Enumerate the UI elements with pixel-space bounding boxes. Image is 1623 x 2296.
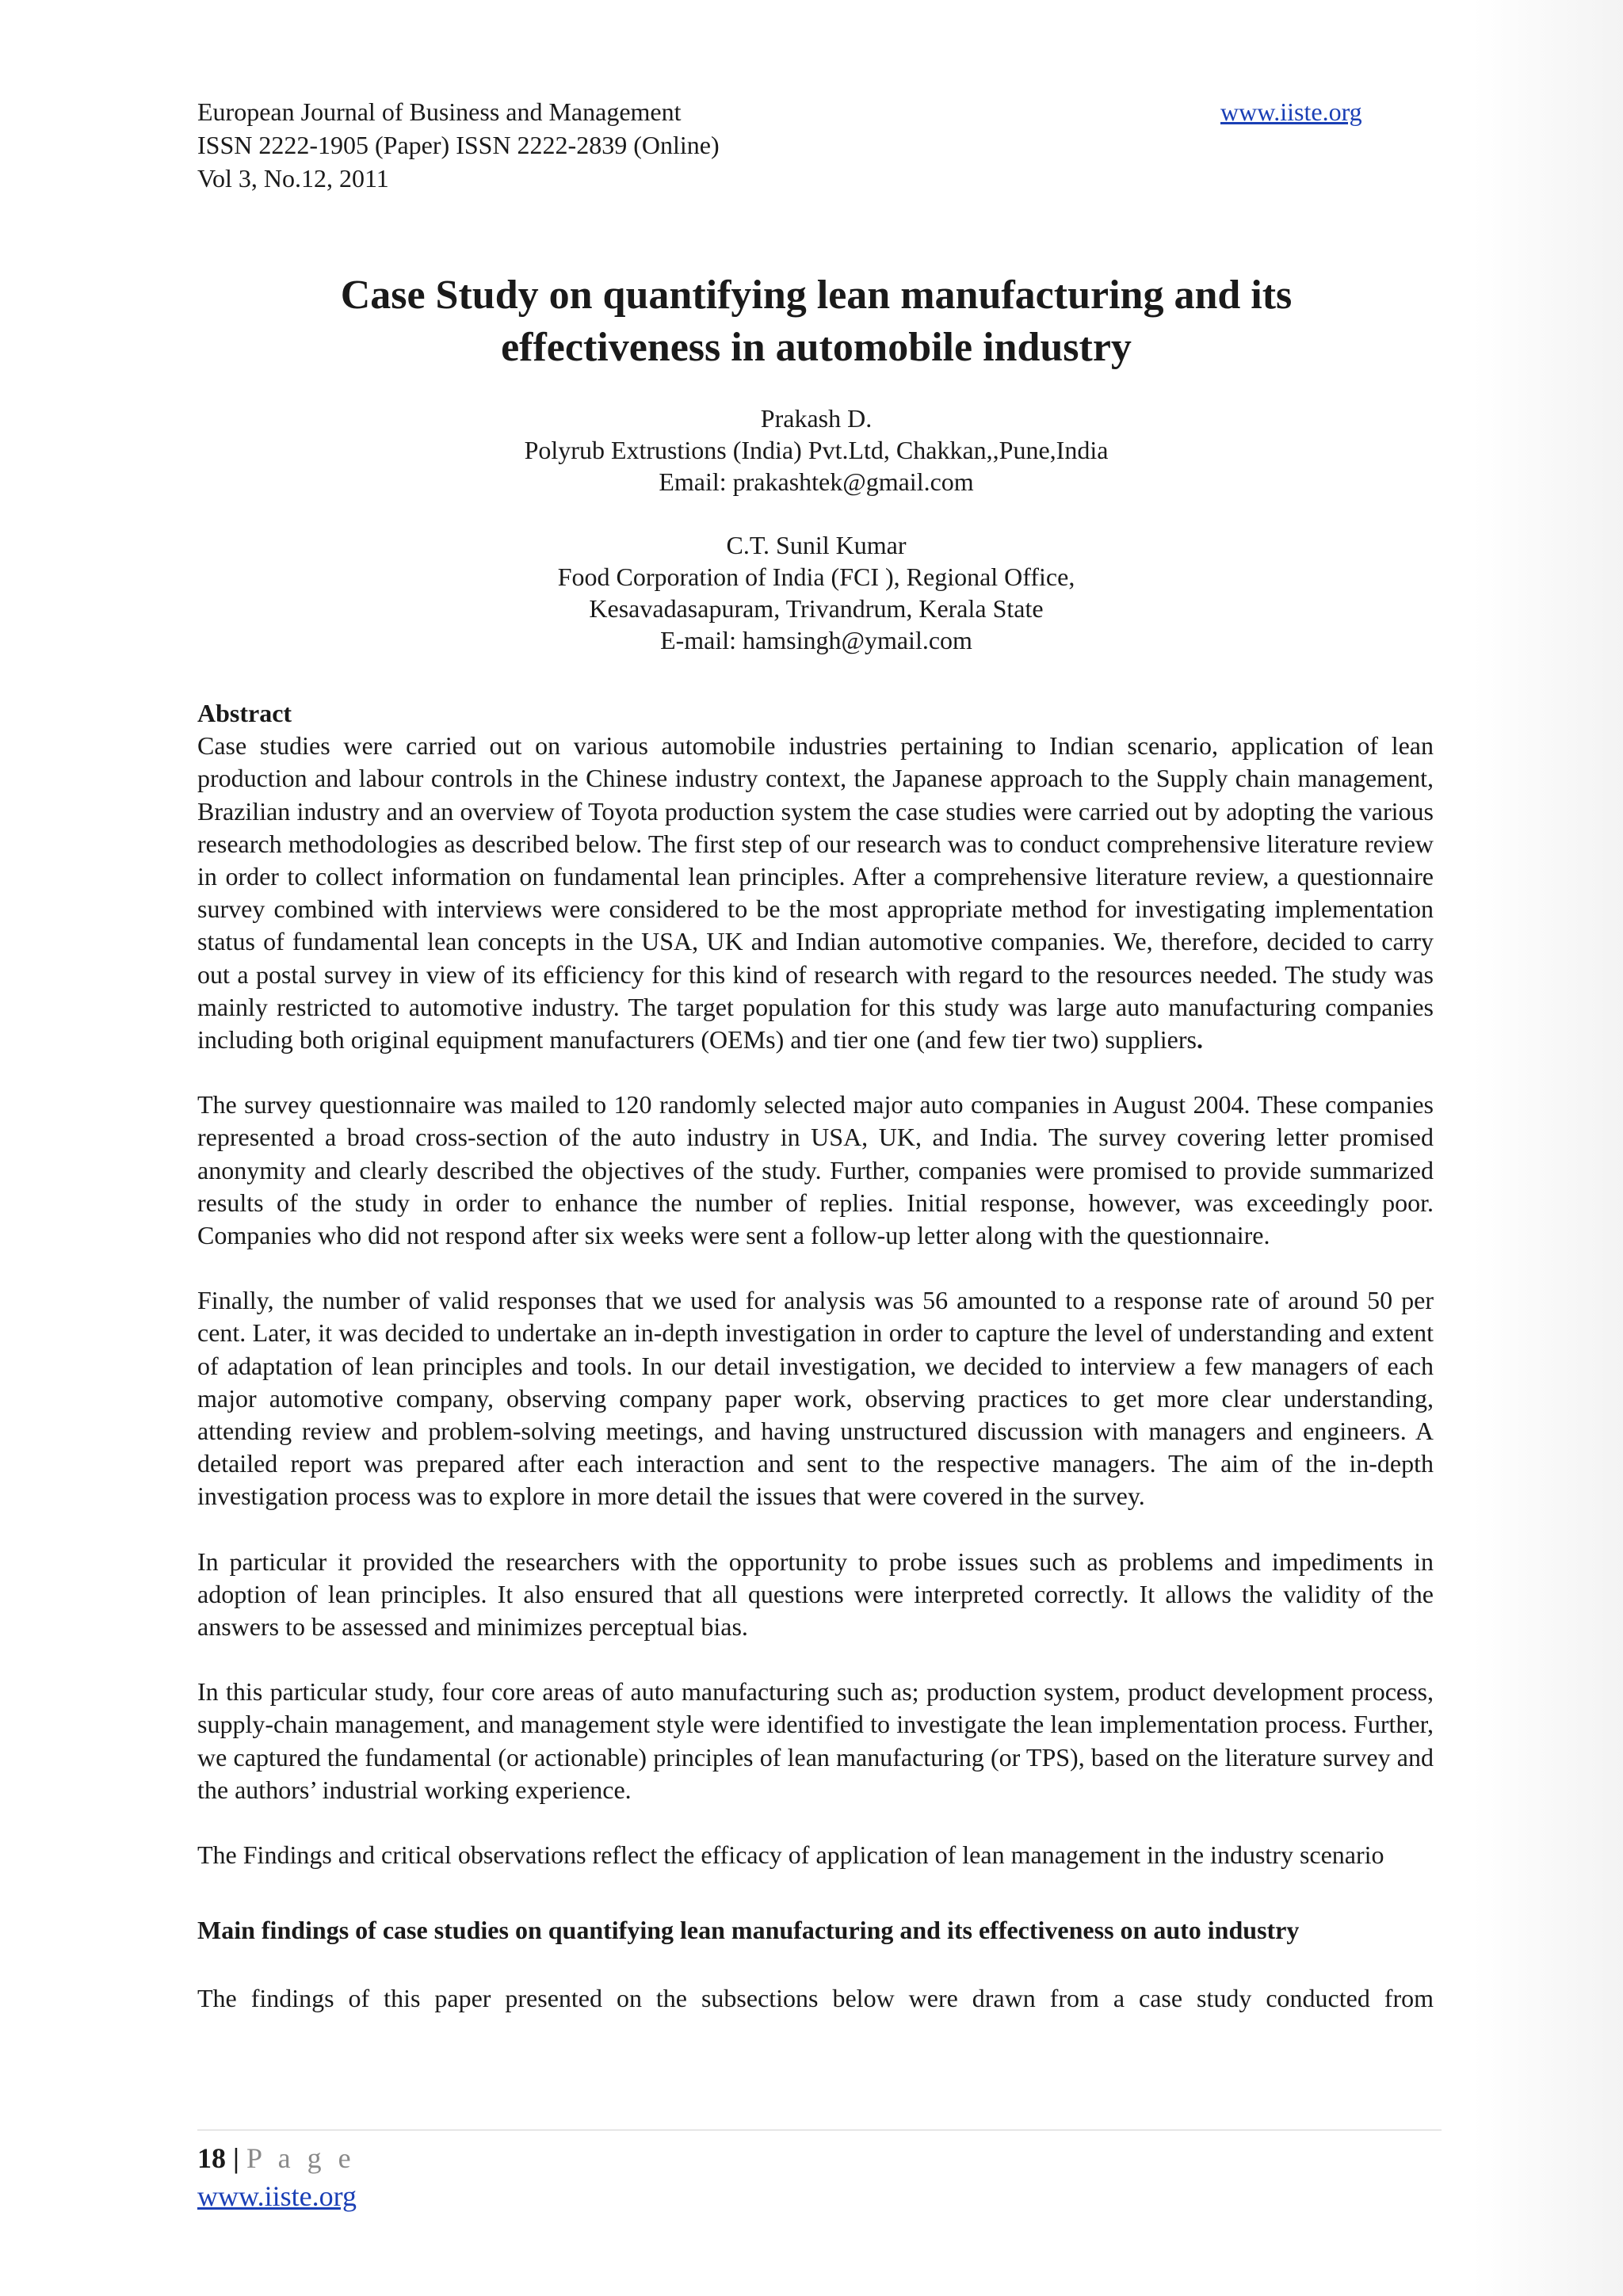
author-block	[198, 402, 1434, 656]
abstract-paragraph-1-text: Case studies were carried out on various automobile industries pertaining to Indian scenario, application of lean production and labour controls in the Chinese industry context, the Japanese approach to the Supply chain management, Brazilian industry and an overview of Toyota production system the case studies were carried out by adopting the various research methodologies as described below. The first step of our research was to conduct comprehensive literature review in order to collect information on fundamental lean principles. After a comprehensive literature review, a questionnaire survey combined with interviews were considered to be the most appropriate method for investigating implementation status of fundamental lean concepts in the USA, UK and Indian automotive companies. We, therefore, decided to carry out a postal survey in view of its efficiency for this kind of research with regard to the resources needed. The study was mainly restricted to automotive industry. The target population for this study was large auto manufacturing companies including both original equipment manufacturers (OEMs) and tier one (and few tier two) suppliers	[197, 731, 1434, 1055]
paragraph-spacer	[197, 1871, 1434, 1914]
title-line-2: effectiveness in automobile industry	[501, 325, 1132, 370]
author-2-name: C.T. Sunil Kumar	[726, 531, 907, 559]
paragraph-spacer	[197, 1252, 1434, 1284]
author-2-email: E-mail: hamsingh@ymail.com	[660, 626, 972, 654]
header-website-link[interactable]: www.iiste.org	[1220, 97, 1362, 126]
author-1-name: Prakash D.	[760, 404, 873, 433]
abstract-heading: Abstract	[197, 699, 292, 727]
abstract-paragraph-5: In this particular study, four core areas of auto manufacturing such as; production system, product development process, supply-chain management, and management style were identified to investigate the lean implementation process. Further, we captured the fundamental (or actionable) principles of lean manufacturing (or TPS), based on the literature survey and the authors’ industrial working experience.	[197, 1677, 1434, 1804]
journal-name: European Journal of Business and Management	[197, 97, 682, 126]
author-spacer	[198, 498, 1434, 529]
abstract-section	[197, 697, 1434, 2015]
page-edge-shade	[1472, 0, 1623, 2296]
abstract-paragraph-6: The Findings and critical observations reflect the efficacy of application of lean management in the industry scenario	[197, 1840, 1384, 1870]
abstract-paragraph-3: Finally, the number of valid responses that we used for analysis was 56 amounted to a response rate of around 50 per cent. Later, it was decided to undertake an in-depth investigation in order to capture the level of understanding and extent of adaptation of lean principles and tools. In our detail investigation, we decided to interview a few managers of each major automotive company, observing company paper work, observing practices to get more clear understanding, attending review and problem-solving meetings, and having unstructured discussion with managers and engineers. A detailed report was prepared after each interaction and sent to the respective managers. The aim of the in-depth investigation process was to explore in more detail the issues that were covered in the survey.	[197, 1286, 1434, 1511]
title-line-1: Case Study on quantifying lean manufacturing and its	[340, 273, 1293, 318]
abstract-paragraph-2: The survey questionnaire was mailed to 120 randomly selected major auto companies in August 2004. These companies represented a broad cross-section of the auto industry in USA, UK, and India. The survey covering letter promised anonymity and clearly described the objectives of the study. Further, companies were promised to provide summarized results of the study in order to enhance the number of replies. Initial response, however, was exceedingly poor. Companies who did not respond after six weeks were sent a follow-up letter along with the questionnaire.	[197, 1090, 1434, 1250]
author-2-affiliation-2: Kesavadasapuram, Trivandrum, Kerala State	[589, 594, 1044, 623]
section-heading: Main findings of case studies on quantifying lean manufacturing and its effectiveness on auto industry	[197, 1916, 1300, 1945]
author-2-affiliation-1: Food Corporation of India (FCI ), Regional Office,	[557, 563, 1075, 591]
journal-issn: ISSN 2222-1905 (Paper) ISSN 2222-2839 (Online)	[197, 131, 720, 159]
author-1-email: Email: prakashtek@gmail.com	[659, 467, 974, 496]
page-word: P a g e	[246, 2142, 356, 2174]
journal-volume: Vol 3, No.12, 2011	[197, 164, 389, 193]
paper-title	[198, 269, 1434, 374]
abstract-paragraph-4: In particular it provided the researchers with the opportunity to probe issues such as problems and impediments in adoption of lean principles. It also ensured that all questions were interpreted correctly. It allows the validity of the answers to be assessed and minimizes perceptual bias.	[197, 1547, 1434, 1642]
footer-website-link[interactable]: www.iiste.org	[197, 2180, 357, 2212]
abstract-paragraph-1-end: .	[1196, 1025, 1203, 1055]
page-number: 18	[197, 2142, 226, 2174]
author-1-affiliation: Polyrub Extrustions (India) Pvt.Ltd, Chakkan,,Pune,India	[524, 436, 1109, 464]
abstract-paragraph-1	[197, 730, 1434, 1056]
paragraph-spacer	[197, 1947, 1434, 1982]
paragraph-spacer	[197, 1806, 1434, 1839]
paragraph-spacer	[197, 1513, 1434, 1546]
page-footer	[197, 2139, 356, 2177]
paragraph-spacer	[197, 1643, 1434, 1676]
page-separator: |	[233, 2142, 239, 2174]
paragraph-spacer	[197, 1056, 1434, 1089]
section-paragraph-1: The findings of this paper presented on the subsections below were drawn from a case study conducted from	[197, 1983, 1434, 2012]
journal-header	[197, 95, 1386, 195]
